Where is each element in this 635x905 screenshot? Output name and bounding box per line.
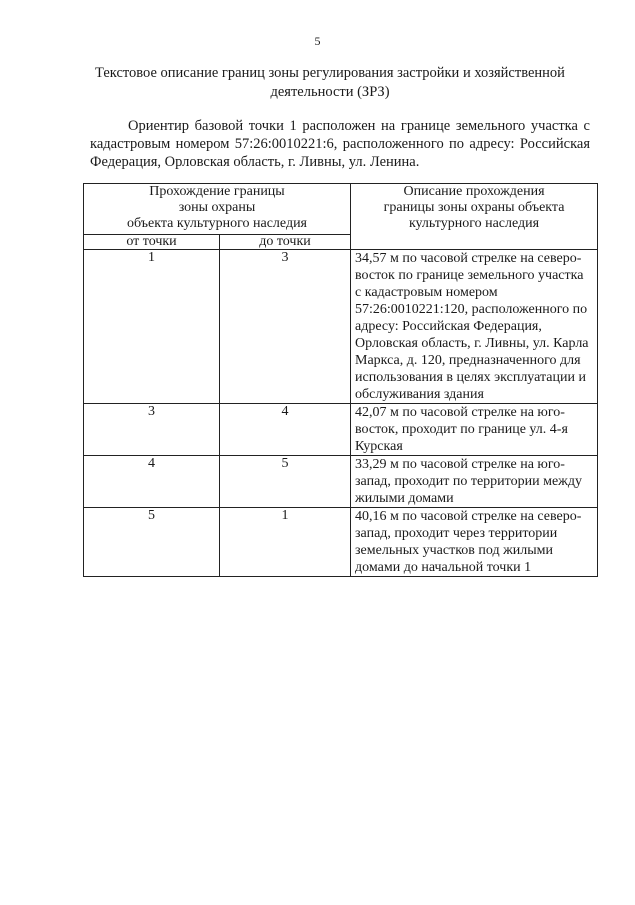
document-title: Текстовое описание границ зоны регулирования застройки и хозяйственной деятельности (ЗРЗ) bbox=[95, 65, 565, 100]
table-row bbox=[84, 508, 598, 577]
header-desc-line: Описание прохождения bbox=[403, 184, 545, 199]
header-to-point: до точки bbox=[220, 235, 351, 250]
header-desc-line: культурного наследия bbox=[408, 216, 540, 231]
table-row bbox=[84, 456, 598, 508]
page-number: 5 bbox=[314, 34, 321, 48]
header-group-line: объекта культурного наследия bbox=[127, 216, 307, 231]
from-point-cell: 3 bbox=[84, 404, 220, 456]
to-point-cell: 4 bbox=[220, 404, 351, 456]
description-cell: 42,07 м по часовой стрелке на юго-восток, проходит по границе ул. 4-я Курская bbox=[351, 404, 598, 456]
intro-paragraph: Ориентир базовой точки 1 расположен на границе земельного участка с кадастровым номером 57:26:0010221:6, расположенного по адресу: Российская Федерация, Орловская область, г. Ливны, ул. Ленина. bbox=[90, 118, 590, 170]
description-cell: 33,29 м по часовой стрелке на юго-запад, проходит по территории между жилыми домами bbox=[351, 456, 598, 508]
header-from-point: от точки bbox=[84, 235, 220, 250]
from-point-cell: 4 bbox=[84, 456, 220, 508]
table-row bbox=[84, 404, 598, 456]
header-desc-line: границы зоны охраны объекта bbox=[383, 200, 565, 215]
header-description bbox=[351, 184, 598, 250]
from-point-cell: 5 bbox=[84, 508, 220, 577]
to-point-cell: 1 bbox=[220, 508, 351, 577]
header-group-line: зоны охраны bbox=[178, 200, 256, 215]
table-header-row bbox=[84, 184, 598, 235]
header-group-line: Прохождение границы bbox=[149, 184, 285, 199]
boundary-table bbox=[83, 183, 598, 577]
to-point-cell: 5 bbox=[220, 456, 351, 508]
description-cell: 40,16 м по часовой стрелке на северо-запад, проходит через территории земельных участков под жилыми домами до начальной точки 1 bbox=[351, 508, 598, 577]
description-cell: 34,57 м по часовой стрелке на северо-восток по границе земельного участка с кадастровым номером 57:26:0010221:120, расположенного по адресу: Российская Федерация, Орловская область, г. Ливны, ул. Карла Маркса, д. 120, предназначенного для использования в целях эксплуатации и обслуживания здания bbox=[351, 250, 598, 404]
table-row bbox=[84, 250, 598, 404]
header-boundary-passage bbox=[84, 184, 351, 235]
from-point-cell: 1 bbox=[84, 250, 220, 404]
to-point-cell: 3 bbox=[220, 250, 351, 404]
